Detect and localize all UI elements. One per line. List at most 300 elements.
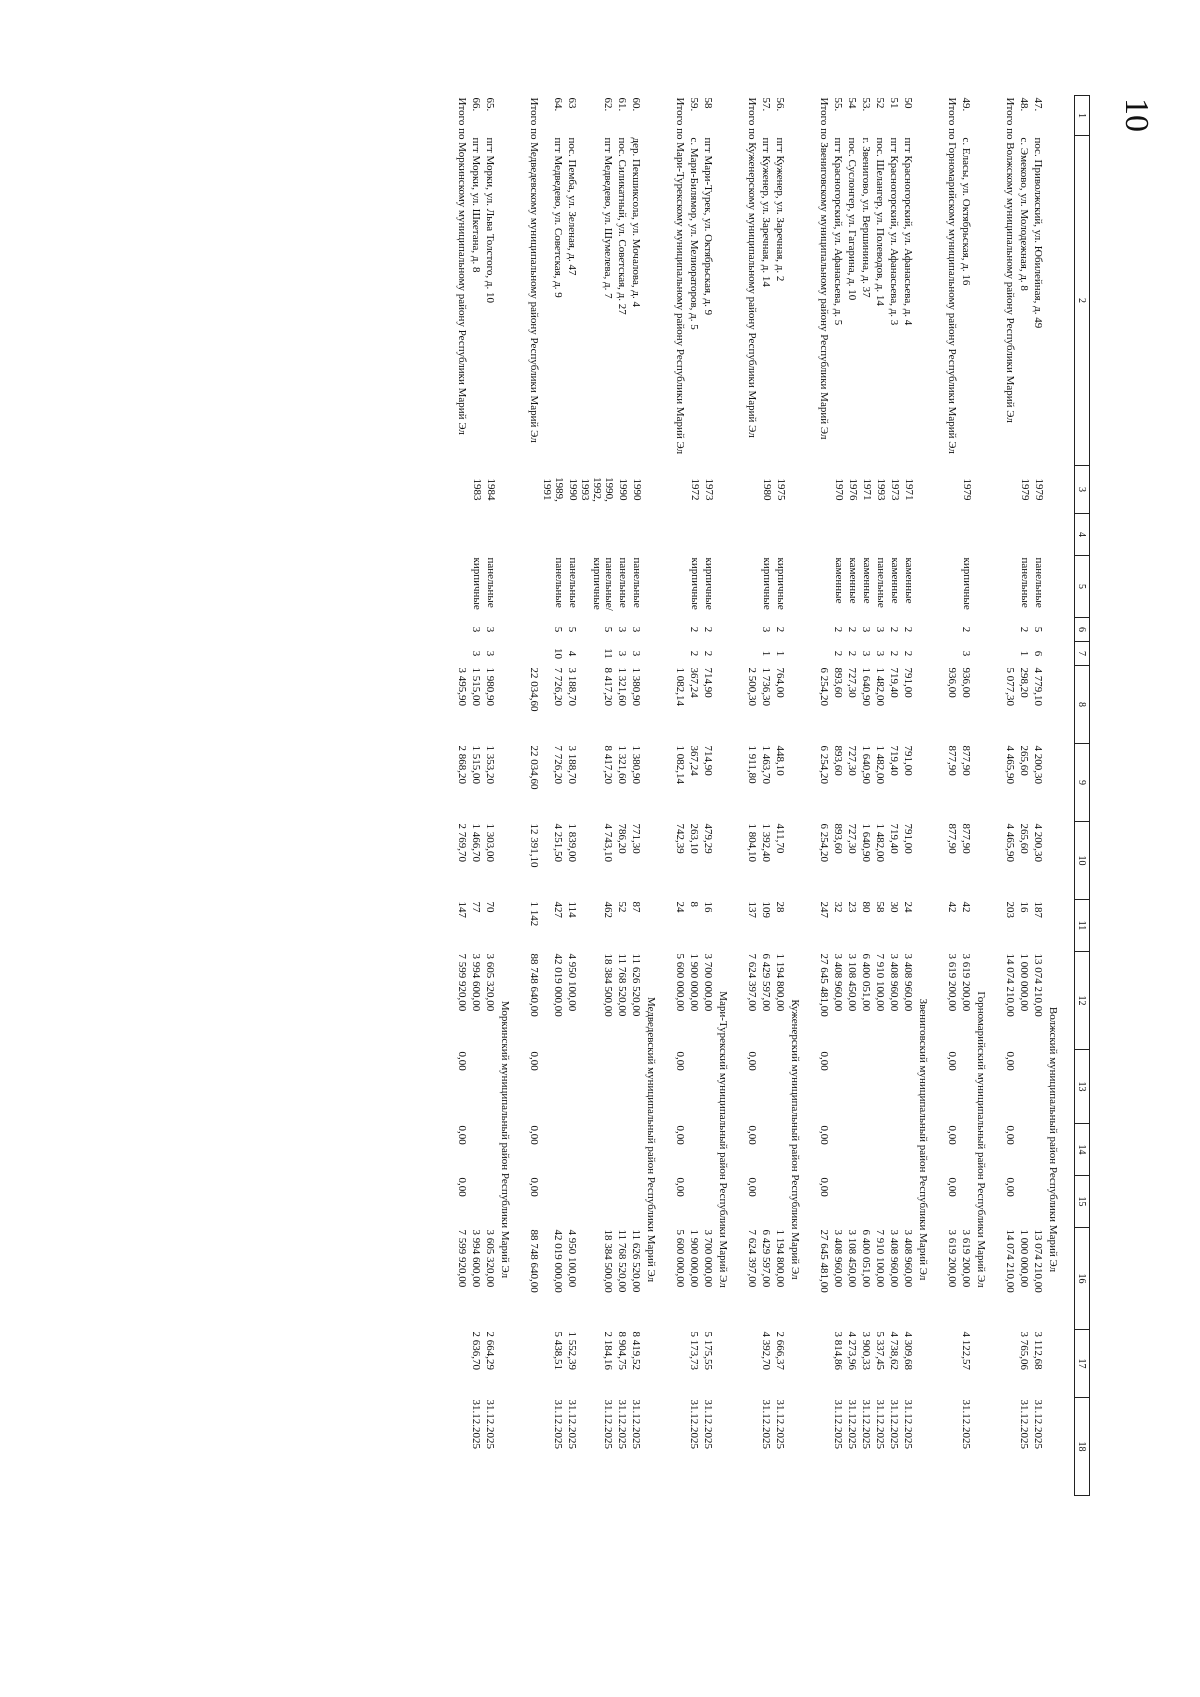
floors-cell: 3 [616, 626, 628, 633]
deadline-sum-empty [526, 1398, 541, 1496]
private-area-cell: 265,60 [1018, 823, 1030, 854]
total-label: Итого по Волжскому муниципальному району Республики Марий Эл [1004, 97, 1016, 423]
spacer-cell [658, 96, 672, 1496]
cost-sum: 3 619 200,00 [946, 953, 958, 1012]
unit-cost-cell: 3 900,33 [860, 1331, 872, 1370]
deadline-sum-empty [672, 1398, 687, 1496]
unit-cost-cell: 3 814,86 [832, 1331, 844, 1370]
district-header-row [787, 96, 802, 1496]
year-cell: 1971 [861, 478, 873, 501]
col14-cell [831, 1124, 845, 1176]
entrances-cell: 1 [1018, 650, 1030, 657]
total-label: Итого по Медведевскому муниципальному району Республики Марий Эл [528, 97, 540, 443]
total-label: Итого по Горномарийскому муниципальному району Республики Марий Эл [946, 97, 958, 454]
col15-cell [959, 1176, 973, 1228]
col15-cell [773, 1176, 787, 1228]
address-cell: пос. Приволжский, ул. Юбилейная, д. 49 [1032, 137, 1044, 329]
private-area-cell: 1 482,00 [874, 823, 886, 862]
year-cell: 1989, 1991 [541, 477, 565, 502]
year-cell: 1993 [875, 478, 887, 501]
col15-sum: 0,00 [528, 1177, 540, 1197]
cost-cell: 7 910 100,00 [874, 953, 886, 1012]
column-number-2: 2 [1075, 136, 1090, 466]
year-cell: 1979 [1033, 478, 1045, 501]
district-name: Волжский муниципальный район Республики Марий Эл [1047, 1006, 1059, 1273]
deadline-cell: 31.12.2025 [484, 1399, 496, 1449]
col14-cell [845, 1124, 859, 1176]
living-area-sum: 2 868,20 [456, 745, 468, 784]
row-number: 64. [552, 97, 564, 112]
col15-sum: 0,00 [818, 1177, 830, 1197]
floors-cell: 5 [566, 626, 578, 633]
address-cell: пгт Куженер, ул. Заречная, д. 2 [774, 137, 786, 282]
private-area-cell: 1 640,90 [860, 823, 872, 862]
total-area-cell: 3 188,70 [566, 667, 578, 706]
residents-sum: 24 [674, 901, 686, 913]
col14-cell [483, 1124, 497, 1176]
col15-cell [873, 1176, 887, 1228]
deadline-cell: 31.12.2025 [960, 1399, 972, 1449]
living-area-cell: 1 321,60 [616, 745, 628, 784]
residents-cell: 8 [688, 901, 700, 907]
living-area-cell: 727,30 [846, 745, 858, 776]
floors-cell: 3 [630, 626, 642, 633]
residents-cell: 114 [566, 901, 578, 918]
table-row [615, 96, 629, 1496]
table-row [629, 96, 643, 1496]
deadline-cell: 31.12.2025 [888, 1399, 900, 1449]
address-cell: пгт Морки, ул. Шкетана, д. 8 [470, 137, 482, 273]
entrances-cell: 3 [484, 650, 496, 657]
col15-sum: 0,00 [746, 1177, 758, 1197]
col15-cell [541, 1176, 565, 1228]
address-cell: г. Звенигово, ул. Вершинина, д. 37 [860, 137, 872, 298]
table-row [1031, 96, 1045, 1496]
living-area-cell: 1 482,00 [874, 745, 886, 784]
total-area-cell: 936,00 [960, 667, 972, 698]
total-area-cell: 1 640,90 [860, 667, 872, 706]
private-area-cell: 786,20 [616, 823, 628, 854]
col15-cell [759, 1176, 773, 1228]
private-area-sum: 1 804,10 [746, 823, 758, 862]
living-area-cell: 791,00 [902, 745, 914, 776]
floors-cell: 2 [774, 626, 786, 633]
address-cell: пгт Куженер, ул. Заречная, д. 14 [760, 137, 772, 287]
district-total-row [816, 96, 831, 1496]
total-cost-cell: 3 408 960,00 [832, 1229, 844, 1288]
private-area-sum: 877,90 [946, 823, 958, 854]
material-cell: панельные [617, 557, 629, 608]
residents-sum: 203 [1004, 901, 1016, 918]
total-label: Итого по Куженерскому муниципальному району Республики Марий Эл [746, 97, 758, 438]
col14-cell [759, 1124, 773, 1176]
table-row [1017, 96, 1031, 1496]
living-area-sum: 4 465,90 [1004, 745, 1016, 784]
total-cost-cell: 3 619 200,00 [960, 1229, 972, 1288]
material-cell: панельные [553, 557, 565, 608]
total-cost-cell: 3 408 960,00 [902, 1229, 914, 1288]
table-body [454, 96, 1075, 1496]
col14-cell [687, 1124, 701, 1176]
residents-cell: 77 [470, 901, 482, 913]
col4-cell [831, 514, 845, 556]
col13-cell [541, 1050, 565, 1124]
entrances-cell: 1 [774, 650, 786, 657]
living-area-cell: 714,90 [702, 745, 714, 776]
row-number: 60. [630, 97, 642, 112]
entrances-cell: 1 [760, 650, 772, 657]
unit-sum-empty [944, 1330, 959, 1398]
district-header-row [915, 96, 930, 1496]
column-number-6: 6 [1075, 618, 1090, 642]
total-cost-cell: 18 384 500,00 [602, 1229, 614, 1293]
private-area-sum: 2 769,70 [456, 823, 468, 862]
material-cell: каменные [833, 557, 845, 604]
deadline-sum-empty [744, 1398, 759, 1496]
col14-sum: 0,00 [818, 1125, 830, 1145]
private-area-cell: 877,90 [960, 823, 972, 854]
private-area-sum: 12 391,10 [528, 823, 540, 868]
district-name: Моркинский муниципальный район Республики Марий Эл [499, 1000, 511, 1279]
district-name: Горномарийский муниципальный район Республики Марий Эл [975, 991, 987, 1288]
column-number-15: 15 [1075, 1176, 1090, 1228]
living-area-cell: 7 726,20 [552, 745, 564, 784]
total-area-cell: 1 321,60 [616, 667, 628, 706]
col15-cell [887, 1176, 901, 1228]
total-cost-cell: 1 000 000,00 [1018, 1229, 1030, 1288]
col4-cell [629, 514, 643, 556]
private-area-sum: 742,39 [674, 823, 686, 854]
address-cell: с. Еласы, ул. Октябрьская, д. 16 [960, 137, 972, 286]
residents-cell: 23 [846, 901, 858, 913]
col13-cell [469, 1050, 483, 1124]
district-empty-cell [1045, 96, 1060, 666]
floors-cell: 3 [860, 626, 872, 633]
living-area-cell: 719,40 [888, 745, 900, 776]
col13-cell [701, 1050, 715, 1124]
row-number: 63 [566, 97, 578, 109]
col14-sum: 0,00 [946, 1125, 958, 1145]
district-total-row [744, 96, 759, 1496]
cost-cell: 11 768 520,00 [616, 953, 628, 1017]
col4-cell [959, 514, 973, 556]
year-cell: 1990, 1992, 1993 [579, 477, 615, 502]
entrances-cell: 2 [832, 650, 844, 657]
total-area-cell: 1 736,30 [760, 667, 772, 706]
cost-sum: 88 748 640,00 [528, 953, 540, 1017]
unit-cost-cell: 5 175,55 [702, 1331, 714, 1370]
col13-sum: 0,00 [456, 1051, 468, 1071]
address-cell: пос. Пемба, ул. Зеленая, д. 47 [566, 137, 578, 276]
deadline-sum-empty [944, 1398, 959, 1496]
col13-cell [845, 1050, 859, 1124]
total-cost-sum: 7 599 920,00 [456, 1229, 468, 1288]
total-area-cell: 1 980,90 [484, 667, 496, 706]
entrances-cell: 2 [702, 650, 714, 657]
deadline-sum-empty [816, 1398, 831, 1496]
column-number-17: 17 [1075, 1330, 1090, 1398]
unit-cost-cell: 4 273,96 [846, 1331, 858, 1370]
total-area-cell: 714,90 [702, 667, 714, 698]
address-cell: дер. Пекшиксола, ул. Мочалова, д. 4 [630, 137, 642, 307]
col4-cell [1031, 514, 1045, 556]
col15-cell [483, 1176, 497, 1228]
unit-cost-cell: 2 664,29 [484, 1331, 496, 1370]
table-row [541, 96, 565, 1496]
rotated-table-sheet [230, 95, 1090, 1495]
living-area-sum: 1 082,14 [674, 745, 686, 784]
entrances-cell: 10 [552, 648, 564, 659]
row-number: 57. [760, 97, 772, 112]
address-cell: пгт Красногорский, ул. Афанасьева, д. 3 [888, 137, 900, 326]
col14-cell [901, 1124, 915, 1176]
cost-cell: 6 400 051,00 [860, 953, 872, 1012]
total-area-cell: 1 380,90 [630, 667, 642, 706]
living-area-cell: 1 515,00 [470, 745, 482, 784]
living-area-cell: 367,24 [688, 745, 700, 776]
cost-cell: 3 994 600,00 [470, 953, 482, 1012]
residents-cell: 32 [832, 901, 844, 913]
column-number-12: 12 [1075, 952, 1090, 1050]
total-area-cell: 298,20 [1018, 667, 1030, 698]
column-number-5: 5 [1075, 556, 1090, 618]
spacer-row [1060, 96, 1075, 1496]
row-number: 48. [1018, 97, 1030, 112]
district-total-row [944, 96, 959, 1496]
col13-cell [615, 1050, 629, 1124]
year-cell: 1971 [903, 478, 915, 501]
floors-cell: 2 [688, 626, 700, 633]
unit-cost-cell: 4 122,57 [960, 1331, 972, 1370]
spacer-row [930, 96, 944, 1496]
table-row [483, 96, 497, 1496]
private-area-cell: 727,30 [846, 823, 858, 854]
total-area-sum: 936,00 [946, 667, 958, 698]
private-area-cell: 1 392,40 [760, 823, 772, 862]
total-area-cell: 764,00 [774, 667, 786, 698]
cost-cell: 3 408 960,00 [888, 953, 900, 1012]
row-number: 50 [902, 97, 914, 109]
address-cell: пос. Силикатный, ул. Советская, д. 27 [616, 137, 628, 315]
year-cell: 1976 [847, 478, 859, 501]
column-number-11: 11 [1075, 900, 1090, 952]
col14-cell [565, 1124, 579, 1176]
total-cost-sum: 14 074 210,00 [1004, 1229, 1016, 1293]
column-number-7: 7 [1075, 642, 1090, 666]
material-cell: панельные [485, 557, 497, 608]
material-cell: кирпичные [761, 557, 773, 610]
col13-cell [579, 1050, 615, 1124]
cost-cell: 1 000 000,00 [1018, 953, 1030, 1012]
col13-cell [773, 1050, 787, 1124]
col15-cell [565, 1176, 579, 1228]
year-cell: 1990 [617, 478, 629, 501]
entrances-cell: 2 [688, 650, 700, 657]
entrances-cell: 11 [602, 648, 614, 659]
residents-cell: 30 [888, 901, 900, 913]
cost-sum: 14 074 210,00 [1004, 953, 1016, 1017]
address-cell: пгт Красногорский, ул. Афанасьева, д. 4 [902, 137, 914, 326]
district-empty-cell [497, 96, 512, 666]
living-area-cell: 877,90 [960, 745, 972, 776]
cost-cell: 42 019 000,00 [552, 953, 564, 1017]
residents-cell: 427 [552, 901, 564, 918]
total-cost-cell: 6 429 597,00 [760, 1229, 772, 1288]
material-cell: каменные [861, 557, 873, 604]
entrances-cell: 3 [630, 650, 642, 657]
district-name: Куженерский муниципальный район Республики Марий Эл [789, 999, 801, 1280]
unit-cost-cell: 4 309,68 [902, 1331, 914, 1370]
col4-cell [687, 514, 701, 556]
total-cost-cell: 3 605 320,00 [484, 1229, 496, 1288]
col13-cell [629, 1050, 643, 1124]
total-area-cell: 719,40 [888, 667, 900, 698]
private-area-sum: 6 254,20 [818, 823, 830, 862]
col13-cell [565, 1050, 579, 1124]
table-row [773, 96, 787, 1496]
total-area-cell: 1 515,00 [470, 667, 482, 706]
spacer-cell [1060, 96, 1075, 1496]
entrances-cell: 3 [860, 650, 872, 657]
housing-registry-table [454, 95, 1090, 1496]
total-area-cell: 367,24 [688, 667, 700, 698]
col15-sum: 0,00 [456, 1177, 468, 1197]
cost-cell: 3 408 960,00 [832, 953, 844, 1012]
col14-cell [629, 1124, 643, 1176]
floors-cell: 2 [846, 626, 858, 633]
col4-cell [565, 514, 579, 556]
district-header-row [1045, 96, 1060, 1496]
address-cell: пос. Суслонгер, ул. Гагарина, д. 10 [846, 137, 858, 301]
unit-cost-cell: 8 419,52 [630, 1331, 642, 1370]
private-area-cell: 1 303,00 [484, 823, 496, 862]
total-area-cell: 4 779,10 [1032, 667, 1044, 706]
floors-cell: 2 [888, 626, 900, 633]
total-label: Итого по Мари-Турекскому муниципальному району Республики Марий Эл [674, 97, 686, 455]
cost-sum: 27 645 481,00 [818, 953, 830, 1017]
residents-cell: 70 [484, 901, 496, 913]
floors-cell: 3 [760, 626, 772, 633]
residents-cell: 24 [902, 901, 914, 913]
col15-sum: 0,00 [1004, 1177, 1016, 1197]
unit-cost-cell: 1 552,39 [566, 1331, 578, 1370]
material-cell: панельные [567, 557, 579, 608]
district-empty-cell [973, 96, 988, 666]
cost-cell: 3 700 000,00 [702, 953, 714, 1012]
col13-cell [873, 1050, 887, 1124]
col15-cell [1031, 1176, 1045, 1228]
total-label: Итого по Звениговскому муниципальному району Республики Марий Эл [818, 97, 830, 440]
district-name: Мари-Турекский муниципальный район Республики Марий Эл [717, 991, 729, 1288]
floors-cell: 3 [484, 626, 496, 633]
col14-sum: 0,00 [528, 1125, 540, 1145]
floors-cell: 5 [552, 626, 564, 633]
spacer-cell [988, 96, 1002, 1496]
cost-cell: 3 408 960,00 [902, 953, 914, 1012]
year-cell: 1975 [775, 478, 787, 501]
unit-sum-empty [526, 1330, 541, 1398]
column-number-13: 13 [1075, 1050, 1090, 1124]
deadline-cell: 31.12.2025 [902, 1399, 914, 1449]
deadline-cell: 31.12.2025 [552, 1399, 564, 1449]
year-cell: 1973 [889, 478, 901, 501]
entrances-cell: 6 [1032, 650, 1044, 657]
column-number-3: 3 [1075, 466, 1090, 514]
material-cell: кирпичные [703, 557, 715, 610]
col14-sum: 0,00 [674, 1125, 686, 1145]
year-cell: 1990 [567, 478, 579, 501]
unit-cost-cell: 3 765,06 [1018, 1331, 1030, 1370]
col13-sum: 0,00 [1004, 1051, 1016, 1071]
deadline-cell: 31.12.2025 [760, 1399, 772, 1449]
column-number-18: 18 [1075, 1398, 1090, 1496]
spacer-row [512, 96, 526, 1496]
private-area-cell: 4 743,10 [602, 823, 614, 862]
year-cell: 1973 [703, 478, 715, 501]
material-cell: панельные [1019, 557, 1031, 608]
spacer-cell [730, 96, 744, 1496]
cost-cell: 11 626 520,00 [630, 953, 642, 1017]
residents-sum: 1 142 [528, 901, 540, 927]
district-total-row [1002, 96, 1017, 1496]
living-area-sum: 22 034,60 [528, 745, 540, 790]
table-row [831, 96, 845, 1496]
col14-cell [773, 1124, 787, 1176]
col13-cell [859, 1050, 873, 1124]
deadline-cell: 31.12.2025 [774, 1399, 786, 1449]
col15-cell [859, 1176, 873, 1228]
table-row [959, 96, 973, 1496]
col13-cell [759, 1050, 773, 1124]
deadline-sum-empty [454, 1398, 469, 1496]
col4-cell [701, 514, 715, 556]
cost-cell: 1 194 800,00 [774, 953, 786, 1012]
private-area-cell: 4 200,30 [1032, 823, 1044, 862]
year-cell: 1990 [631, 478, 643, 501]
year-cell: 1972 [689, 478, 701, 501]
total-cost-sum: 3 619 200,00 [946, 1229, 958, 1288]
residents-cell: 16 [1018, 901, 1030, 913]
address-cell: пос. Шелангер, ул. Полеводов, д. 14 [874, 137, 886, 306]
total-area-sum: 5 077,30 [1004, 667, 1016, 706]
floors-cell: 2 [1018, 626, 1030, 633]
col14-sum: 0,00 [1004, 1125, 1016, 1145]
cost-cell: 3 605 320,00 [484, 953, 496, 1012]
floors-cell: 3 [470, 626, 482, 633]
material-cell: кирпичные [471, 557, 483, 610]
total-area-cell: 893,60 [832, 667, 844, 698]
total-cost-cell: 42 019 000,00 [552, 1229, 564, 1293]
col14-cell [615, 1124, 629, 1176]
address-cell: пгт Медведево, ул. Советская, д. 9 [552, 137, 564, 298]
column-number-9: 9 [1075, 744, 1090, 822]
col15-cell [629, 1176, 643, 1228]
row-number: 58 [702, 97, 714, 109]
year-cell: 1979 [961, 478, 973, 501]
table-row [759, 96, 773, 1496]
district-empty-cell [787, 96, 802, 666]
row-number: 59. [688, 97, 700, 112]
private-area-cell: 4 251,50 [552, 823, 564, 862]
residents-cell: 462 [602, 901, 614, 918]
total-cost-cell: 3 408 960,00 [888, 1229, 900, 1288]
row-number: 51 [888, 97, 900, 109]
unit-cost-cell: 2 184,16 [602, 1331, 614, 1370]
district-empty-cell [915, 96, 930, 666]
col4-cell [845, 514, 859, 556]
row-number: 52 [874, 97, 886, 109]
col13-sum: 0,00 [528, 1051, 540, 1071]
